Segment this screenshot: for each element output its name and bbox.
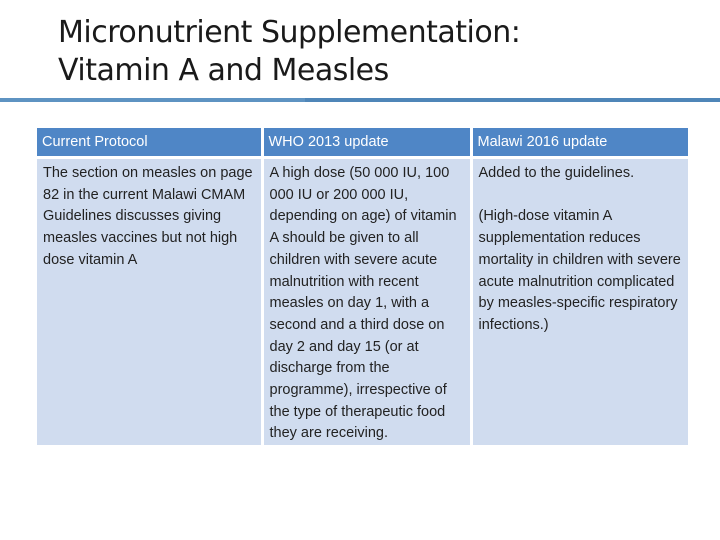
paragraph-gap xyxy=(479,185,683,207)
header-current-protocol: Current Protocol xyxy=(37,128,262,158)
slide-title-line-1: Micronutrient Supplementation: xyxy=(58,15,521,50)
current-protocol-text: The section on measles on page 82 in the current Malawi CMAM Guidelines discusses giving measles vaccines but not high dose vitamin A xyxy=(43,165,253,268)
table-row xyxy=(37,158,688,446)
protocol-comparison-table xyxy=(37,128,688,445)
cell-malawi-2016-update xyxy=(471,158,688,446)
cell-current-protocol xyxy=(37,158,262,446)
title-underline-right xyxy=(305,98,720,102)
malawi-update-rationale: (High-dose vitamin A supplementation reduces mortality in children with severe acute malnutrition complicated by measles-specific respiratory infections.) xyxy=(478,208,681,333)
slide-title-line-2: Vitamin A and Measles xyxy=(58,53,389,88)
malawi-update-text: Added to the guidelines. xyxy=(478,165,635,181)
header-who-2013-update: WHO 2013 update xyxy=(262,128,471,158)
title-underline-left xyxy=(0,98,305,102)
slide-title xyxy=(58,14,698,90)
header-malawi-2016-update: Malawi 2016 update xyxy=(471,128,688,158)
table-header-row xyxy=(37,128,688,158)
cell-who-2013-update xyxy=(262,158,471,446)
who-update-text: A high dose (50 000 IU, 100 000 IU or 200 000 IU, depending on age) of vitamin A should be given to all children with severe acute malnutrition with recent measles on day 1, with a second and a third dose on day 2 and day 15 (or at discharge from the programme), irrespective of the type of therapeutic food they are receiving. xyxy=(269,165,457,442)
